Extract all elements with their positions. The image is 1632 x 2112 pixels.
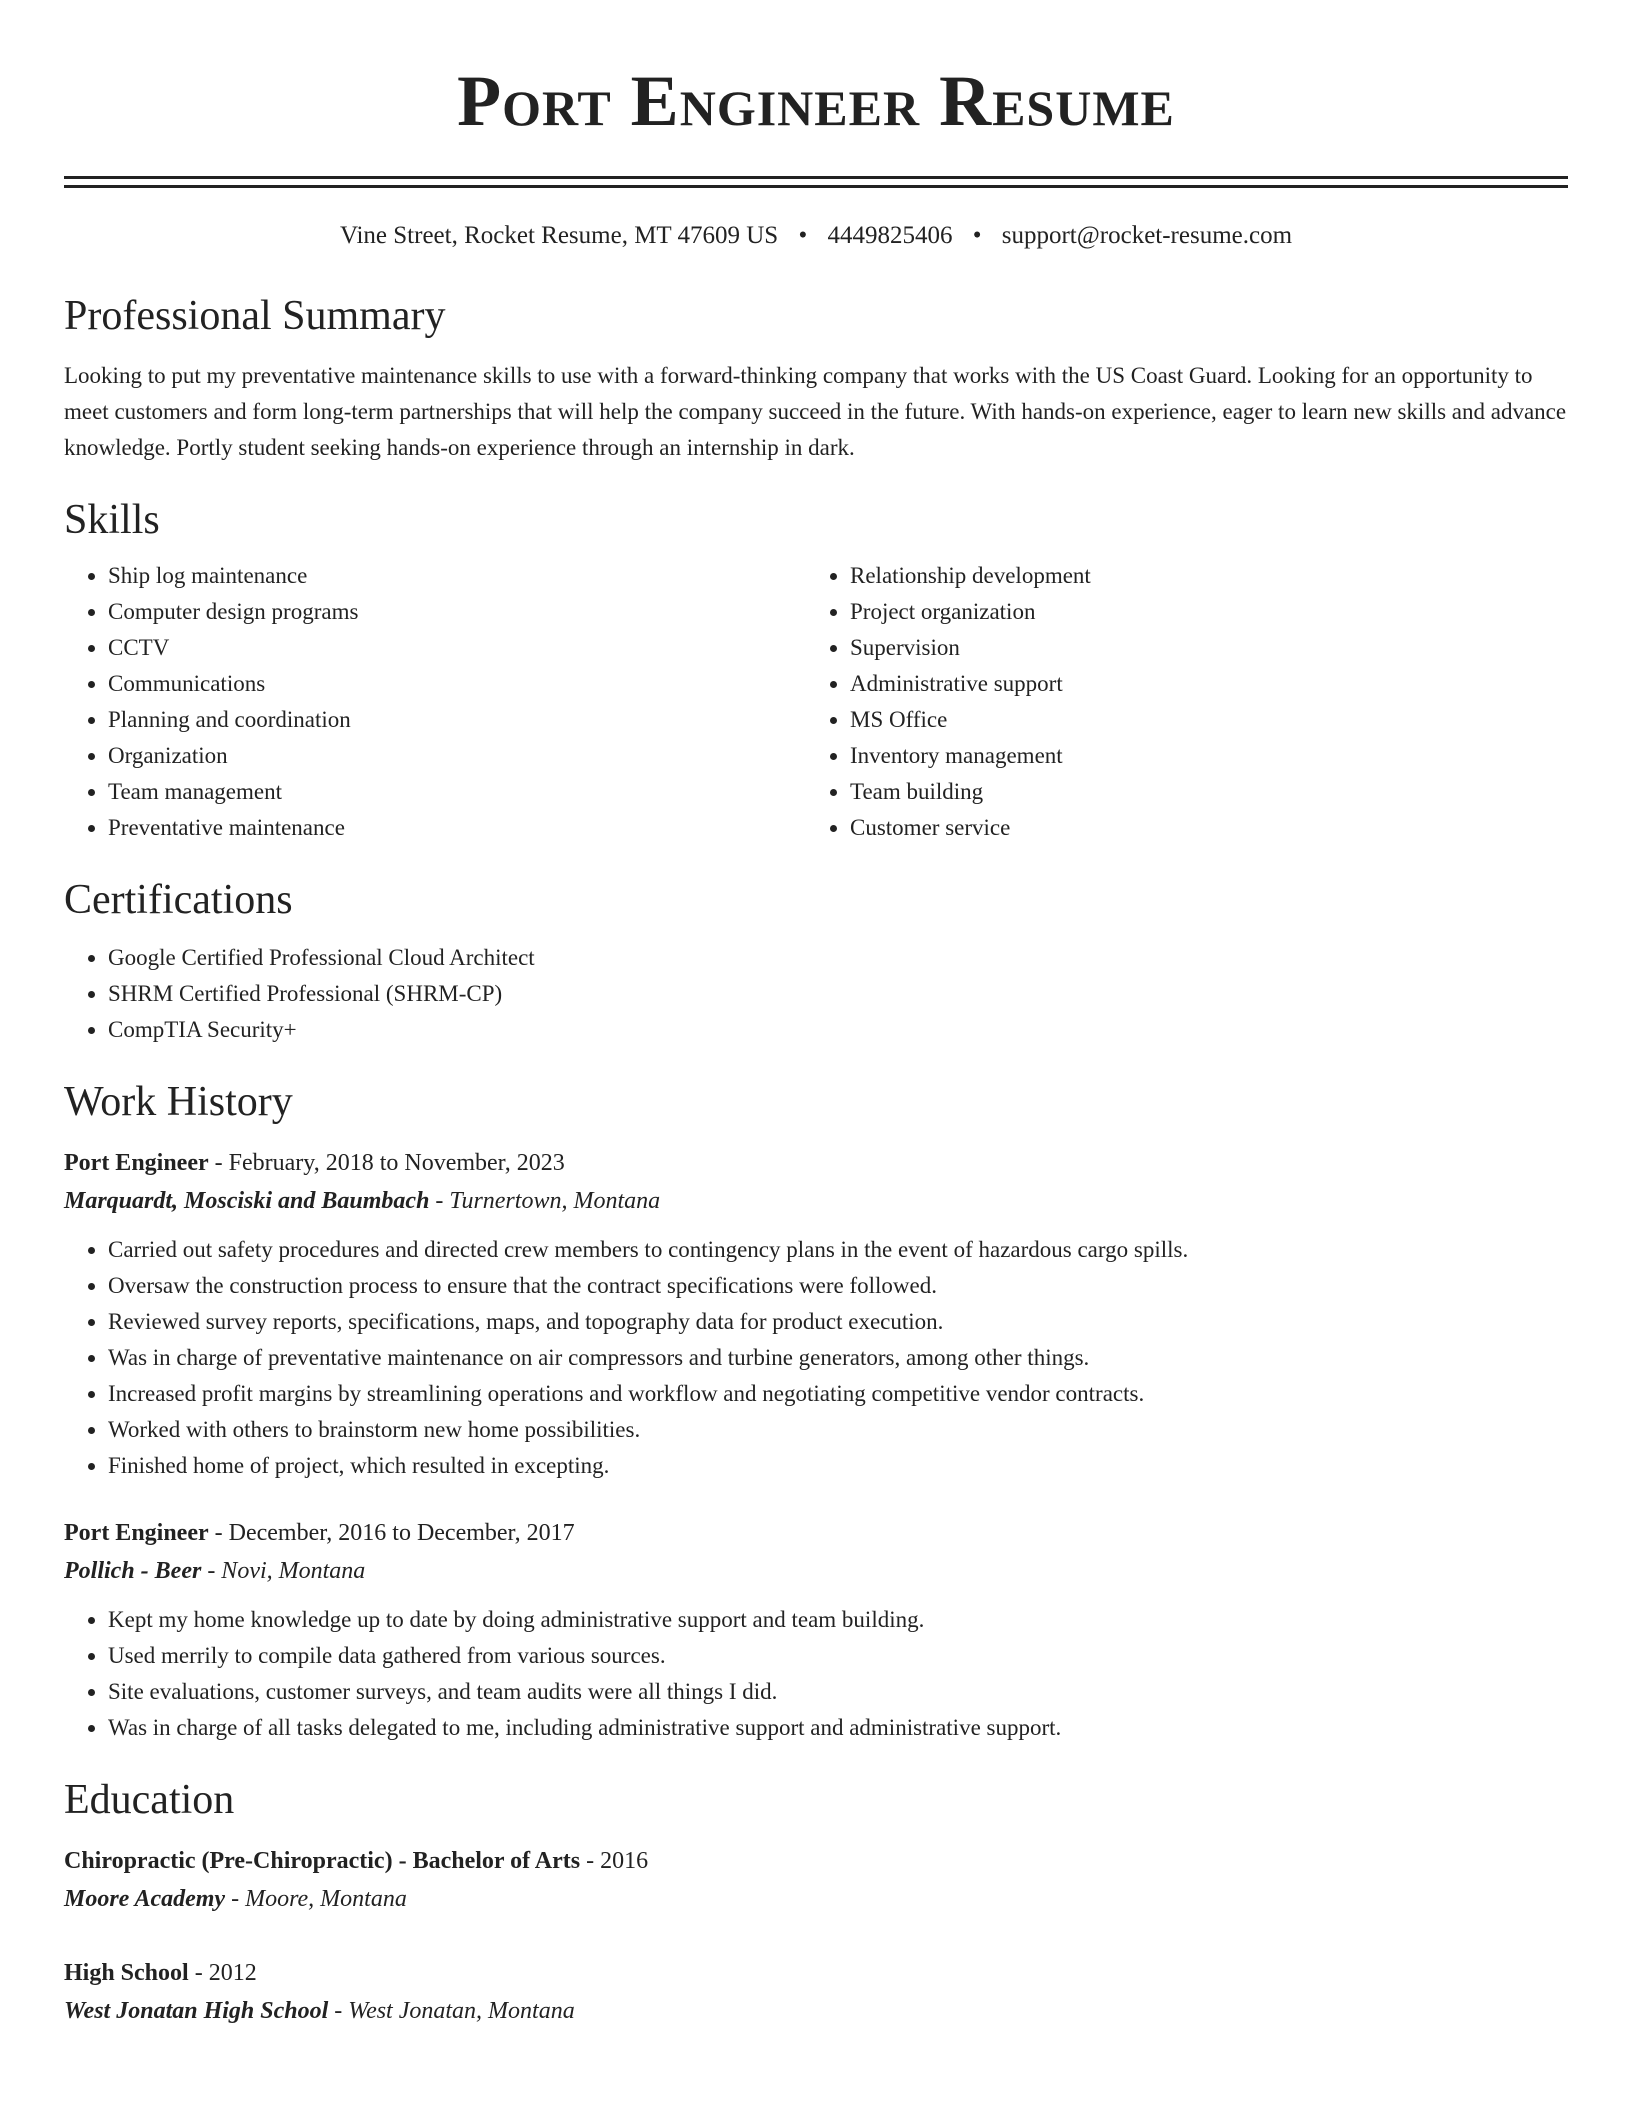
certification-item: • Google Certified Professional Cloud Architect xyxy=(108,940,1568,976)
education-degree: Chiropractic (Pre-Chiropractic) - Bachelor of Arts xyxy=(64,1848,581,1874)
education-entry xyxy=(64,1954,1568,2030)
job-location: - Novi, Montana xyxy=(201,1558,366,1584)
skill-item: • MS Office xyxy=(850,702,1568,738)
skill-item: • Computer design programs xyxy=(108,594,806,630)
job-location: - Turnertown, Montana xyxy=(429,1188,661,1214)
job-bullets xyxy=(64,1232,1568,1484)
skill-item: • Supervision xyxy=(850,630,1568,666)
skill-item: • Preventative maintenance xyxy=(108,810,806,846)
job-bullet: • Worked with others to brainstorm new home possibilities. xyxy=(108,1412,1568,1448)
certifications-list xyxy=(64,940,1568,1048)
contact-phone: 4449825406 xyxy=(827,222,953,249)
job-company-line xyxy=(64,1552,1568,1590)
job-bullet: • Was in charge of all tasks delegated to me, including administrative support and administrative support. xyxy=(108,1710,1568,1746)
job-dates: - December, 2016 to December, 2017 xyxy=(208,1520,575,1546)
certifications-section xyxy=(64,874,1568,1048)
job-bullet: • Site evaluations, customer surveys, and team audits were all things I did. xyxy=(108,1674,1568,1710)
certifications-heading: Certifications xyxy=(64,877,293,923)
education-degree-line xyxy=(64,1842,1568,1880)
job-title-line xyxy=(64,1514,1568,1552)
job-bullet: • Increased profit margins by streamlining operations and workflow and negotiating competitive vendor contracts. xyxy=(108,1376,1568,1412)
skills-columns xyxy=(64,558,1568,846)
job-bullet: • Finished home of project, which resulted in excepting. xyxy=(108,1448,1568,1484)
job-company-line xyxy=(64,1182,1568,1220)
education-location: - West Jonatan, Montana xyxy=(328,1998,575,2024)
education-school: West Jonatan High School xyxy=(64,1998,329,2024)
title-double-rule xyxy=(64,176,1568,188)
skills-list-right xyxy=(806,558,1568,846)
job-title-line xyxy=(64,1144,1568,1182)
education-year: - 2016 xyxy=(580,1848,649,1874)
certification-item: • SHRM Certified Professional (SHRM-CP) xyxy=(108,976,1568,1012)
education-school-line xyxy=(64,1880,1568,1918)
certification-item: • CompTIA Security+ xyxy=(108,1012,1568,1048)
job-bullet: • Oversaw the construction process to ensure that the contract specifications were followed. xyxy=(108,1268,1568,1304)
resume-title: Port Engineer Resume xyxy=(457,61,1175,141)
skills-column-left xyxy=(64,558,806,846)
job-dates: - February, 2018 to November, 2023 xyxy=(208,1150,565,1176)
skills-heading: Skills xyxy=(64,497,160,543)
contact-line xyxy=(64,218,1568,254)
summary-section xyxy=(64,290,1568,466)
job-bullet: • Reviewed survey reports, specifications, maps, and topography data for product execution. xyxy=(108,1304,1568,1340)
skill-item: • Project organization xyxy=(850,594,1568,630)
education-degree-line xyxy=(64,1954,1568,1992)
job-bullets xyxy=(64,1602,1568,1746)
work-history-heading: Work History xyxy=(64,1079,293,1125)
skill-item: • CCTV xyxy=(108,630,806,666)
skills-list-left xyxy=(64,558,806,846)
job-title: Port Engineer xyxy=(64,1520,209,1546)
skill-item: • Administrative support xyxy=(850,666,1568,702)
job-title: Port Engineer xyxy=(64,1150,209,1176)
skill-item: • Planning and coordination xyxy=(108,702,806,738)
contact-separator: • xyxy=(972,222,982,249)
summary-heading: Professional Summary xyxy=(64,293,446,339)
skill-item: • Ship log maintenance xyxy=(108,558,806,594)
job-bullet: • Was in charge of preventative maintenance on air compressors and turbine generators, among other things. xyxy=(108,1340,1568,1376)
education-entry xyxy=(64,1842,1568,1918)
contact-email: support@rocket-resume.com xyxy=(1001,222,1293,249)
contact-address: Vine Street, Rocket Resume, MT 47609 US xyxy=(339,222,779,249)
education-school: Moore Academy xyxy=(64,1886,226,1912)
skills-column-right xyxy=(806,558,1568,846)
contact-separator: • xyxy=(798,222,808,249)
job-company: Marquardt, Mosciski and Baumbach xyxy=(64,1188,430,1214)
skill-item: • Team building xyxy=(850,774,1568,810)
work-history-section xyxy=(64,1076,1568,1746)
skill-item: • Relationship development xyxy=(850,558,1568,594)
skills-section xyxy=(64,494,1568,846)
education-year: - 2012 xyxy=(188,1960,257,1986)
skill-item: • Inventory management xyxy=(850,738,1568,774)
skill-item: • Organization xyxy=(108,738,806,774)
education-section xyxy=(64,1774,1568,2030)
job-bullet: • Kept my home knowledge up to date by doing administrative support and team building. xyxy=(108,1602,1568,1638)
job-bullet: • Used merrily to compile data gathered from various sources. xyxy=(108,1638,1568,1674)
job-entry xyxy=(64,1144,1568,1484)
education-degree: High School xyxy=(64,1960,189,1986)
job-bullet: • Carried out safety procedures and directed crew members to contingency plans in the event of hazardous cargo spills. xyxy=(108,1232,1568,1268)
education-location: - Moore, Montana xyxy=(225,1886,407,1912)
job-entry xyxy=(64,1514,1568,1746)
education-school-line xyxy=(64,1992,1568,2030)
education-heading: Education xyxy=(64,1777,235,1823)
job-company: Pollich - Beer xyxy=(64,1558,202,1584)
skill-item: • Customer service xyxy=(850,810,1568,846)
summary-text: Looking to put my preventative maintenance skills to use with a forward-thinking company that works with the US Coast Guard. Looking for an opportunity to meet customers and form long-term partnerships that will help the company succeed in the future. With hands-on experience, eager to learn new skills and advance knowledge. Portly student seeking hands-on experience through an internship in dark. xyxy=(64,363,1567,460)
skill-item: • Team management xyxy=(108,774,806,810)
skill-item: • Communications xyxy=(108,666,806,702)
